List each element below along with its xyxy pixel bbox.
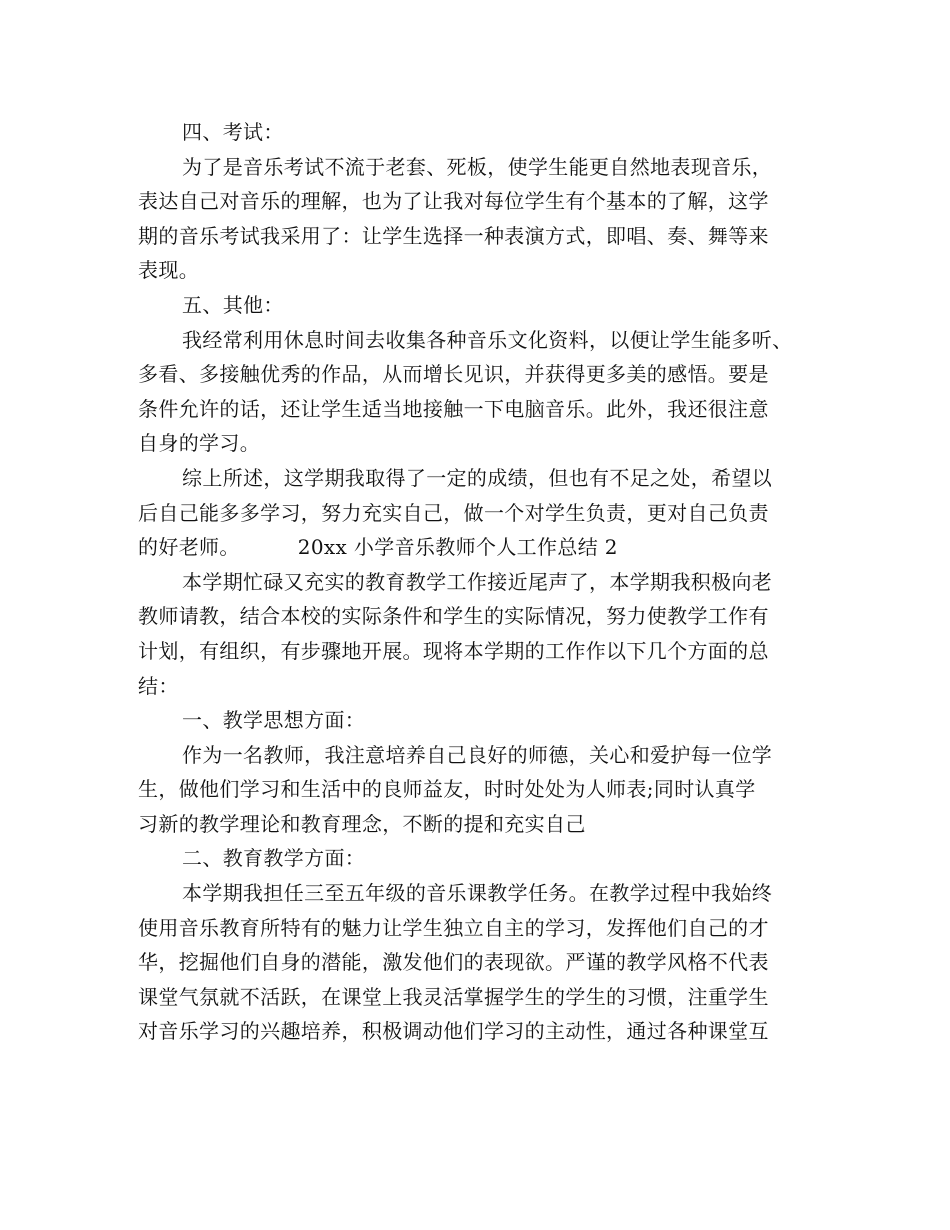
paragraph-line: 课堂气氛就不活跃，在课堂上我灵活掌握学生的学生的习惯，注重学生: [138, 984, 769, 1009]
document-body: [138, 115, 814, 1049]
paragraph-line: 计划，有组织，有步骤地开展。现将本学期的工作作以下几个方面的总: [138, 638, 769, 663]
paragraph-line: 后自己能多多学习，努力充实自己，做一个对学生负责，更对自己负责: [138, 500, 769, 525]
paragraph-line: 条件允许的话，还让学生适当地接触一下电脑音乐。此外，我还很注意: [138, 396, 769, 421]
paragraph-line: 生，做他们学习和生活中的良师益友，时时处处为人师表;同时认真学: [138, 777, 756, 802]
section-heading-other: 五、其他：: [182, 292, 284, 317]
section-heading-exam: 四、考试：: [182, 120, 284, 144]
paragraph-line: 为了是音乐考试不流于老套、死板，使学生能更自然地表现音乐，: [182, 154, 773, 179]
paragraph-line: 自身的学习。: [138, 431, 261, 456]
paragraph-line: 使用音乐教育所特有的魅力让学生独立自主的学习，发挥他们自己的才: [138, 915, 769, 940]
paragraph-line: 表达自己对音乐的理解，也为了让我对每位学生有个基本的了解，这学: [138, 189, 769, 214]
section-heading-education: 二、教育教学方面：: [182, 846, 366, 871]
paragraph-line: 本学期我担任三至五年级的音乐课教学任务。在教学过程中我始终: [182, 881, 773, 906]
paragraph-line: 期的音乐考试我采用了：让学生选择一种表演方式，即唱、奏、舞等来: [138, 223, 769, 248]
document-subtitle: 20xx 小学音乐教师个人工作总结 2: [297, 535, 618, 560]
paragraph-line: 对音乐学习的兴趣培养，积极调动他们学习的主动性，通过各种课堂互: [138, 1019, 769, 1044]
paragraph-line-with-title: [138, 530, 814, 565]
paragraph-line: 综上所述，这学期我取得了一定的成绩，但也有不足之处，希望以: [182, 465, 773, 490]
section-heading-teaching-thought: 一、教学思想方面：: [182, 708, 366, 733]
paragraph-line: 表现。: [138, 258, 200, 283]
paragraph-line: 作为一名教师，我注意培养自己良好的师德，关心和爱护每一位学: [182, 742, 773, 767]
paragraph-line: 结：: [138, 673, 179, 698]
paragraph-line: 本学期忙碌又充实的教育教学工作接近尾声了，本学期我积极向老: [182, 569, 773, 594]
paragraph-line-end: 的好老师。: [138, 535, 240, 560]
paragraph-line: 教师请教，结合本校的实际条件和学生的实际情况，努力使教学工作有: [138, 604, 769, 629]
paragraph-line: 华，挖掘他们自身的潜能，激发他们的表现欲。严谨的教学风格不代表: [138, 950, 769, 975]
paragraph-line: 我经常利用休息时间去收集各种音乐文化资料，以便让学生能多听、: [182, 327, 793, 352]
paragraph-line: 习新的教学理论和教育理念，不断的提和充实自己: [138, 811, 586, 836]
paragraph-line: 多看、多接触优秀的作品，从而增长见识，并获得更多美的感悟。要是: [138, 362, 769, 387]
